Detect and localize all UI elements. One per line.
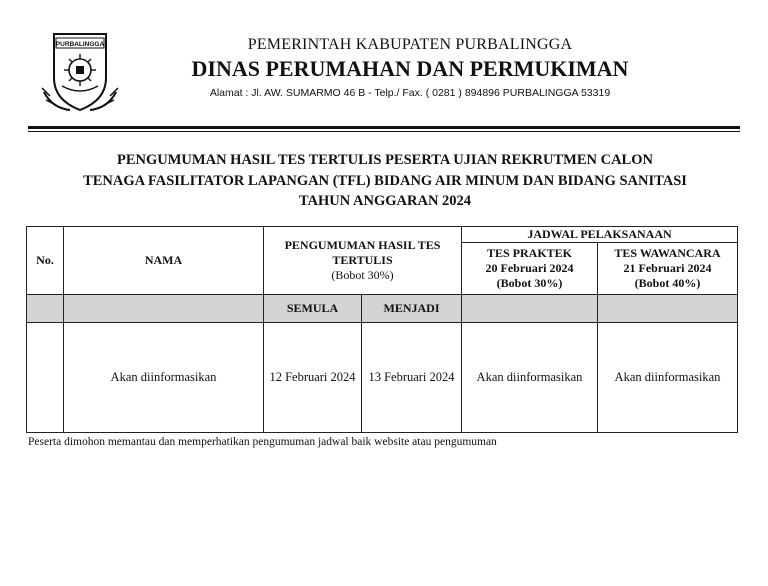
letterhead-divider-thin: [28, 131, 740, 132]
cell-semula: 12 Februari 2024: [264, 323, 362, 433]
footer-note: Peserta dimohon memantau dan memperhatikan pengumuman jadwal baik website atau pengumuman: [28, 436, 497, 448]
government-name: PEMERINTAH KABUPATEN PURBALINGGA: [247, 36, 573, 53]
header-pengumuman-bobot: (Bobot 30%): [331, 268, 394, 282]
subheader-empty-wawancara: [598, 295, 738, 323]
letterhead: [130, 36, 690, 100]
svg-text:PURBALINGGA: PURBALINGGA: [55, 41, 105, 48]
title-line-2: TENAGA FASILITATOR LAPANGAN (TFL) BIDANG AIR MINUM DAN BIDANG SANITASI: [83, 172, 687, 189]
agency-name: DINAS PERUMAHAN DAN PERMUKIMAN: [191, 56, 629, 81]
wawancara-title: TES WAWANCARA: [614, 246, 721, 260]
header-no: No.: [27, 227, 64, 295]
header-semula: SEMULA: [264, 295, 362, 323]
cell-wawancara: Akan diinformasikan: [598, 323, 738, 433]
praktek-bobot: (Bobot 30%): [496, 276, 563, 290]
header-jadwal: JADWAL PELAKSANAAN: [462, 227, 738, 243]
header-menjadi: MENJADI: [362, 295, 462, 323]
title-line-1: PENGUMUMAN HASIL TES TERTULIS PESERTA UJIAN REKRUTMEN CALON: [117, 152, 653, 168]
announcement-title: [60, 150, 710, 212]
praktek-date: 20 Februari 2024: [485, 261, 574, 275]
table-row: [27, 323, 738, 433]
wawancara-bobot: (Bobot 40%): [634, 276, 701, 290]
subheader-empty-no: [27, 295, 64, 323]
header-tes-praktek: [462, 243, 598, 295]
letterhead-divider-thick: [28, 126, 740, 129]
subheader-empty-nama: [64, 295, 264, 323]
cell-nama: Akan diinformasikan: [64, 323, 264, 433]
subheader-empty-praktek: [462, 295, 598, 323]
header-pengumuman: [264, 227, 462, 295]
schedule-table: [26, 226, 738, 433]
header-pengumuman-line2: TERTULIS: [332, 253, 393, 267]
agency-address: Alamat : Jl. AW. SUMARMO 46 B - Telp./ Fax. ( 0281 ) 894896 PURBALINGGA 53319: [209, 87, 611, 99]
header-tes-wawancara: [598, 243, 738, 295]
cell-no: [27, 323, 64, 433]
cell-praktek: Akan diinformasikan: [462, 323, 598, 433]
purbalingga-emblem-logo: [40, 30, 120, 116]
title-line-3: TAHUN ANGGARAN 2024: [298, 193, 472, 209]
praktek-title: TES PRAKTEK: [486, 246, 573, 260]
cell-menjadi: 13 Februari 2024: [362, 323, 462, 433]
header-nama: NAMA: [64, 227, 264, 295]
wawancara-date: 21 Februari 2024: [623, 261, 712, 275]
header-pengumuman-line1: PENGUMUMAN HASIL TES: [284, 238, 441, 252]
